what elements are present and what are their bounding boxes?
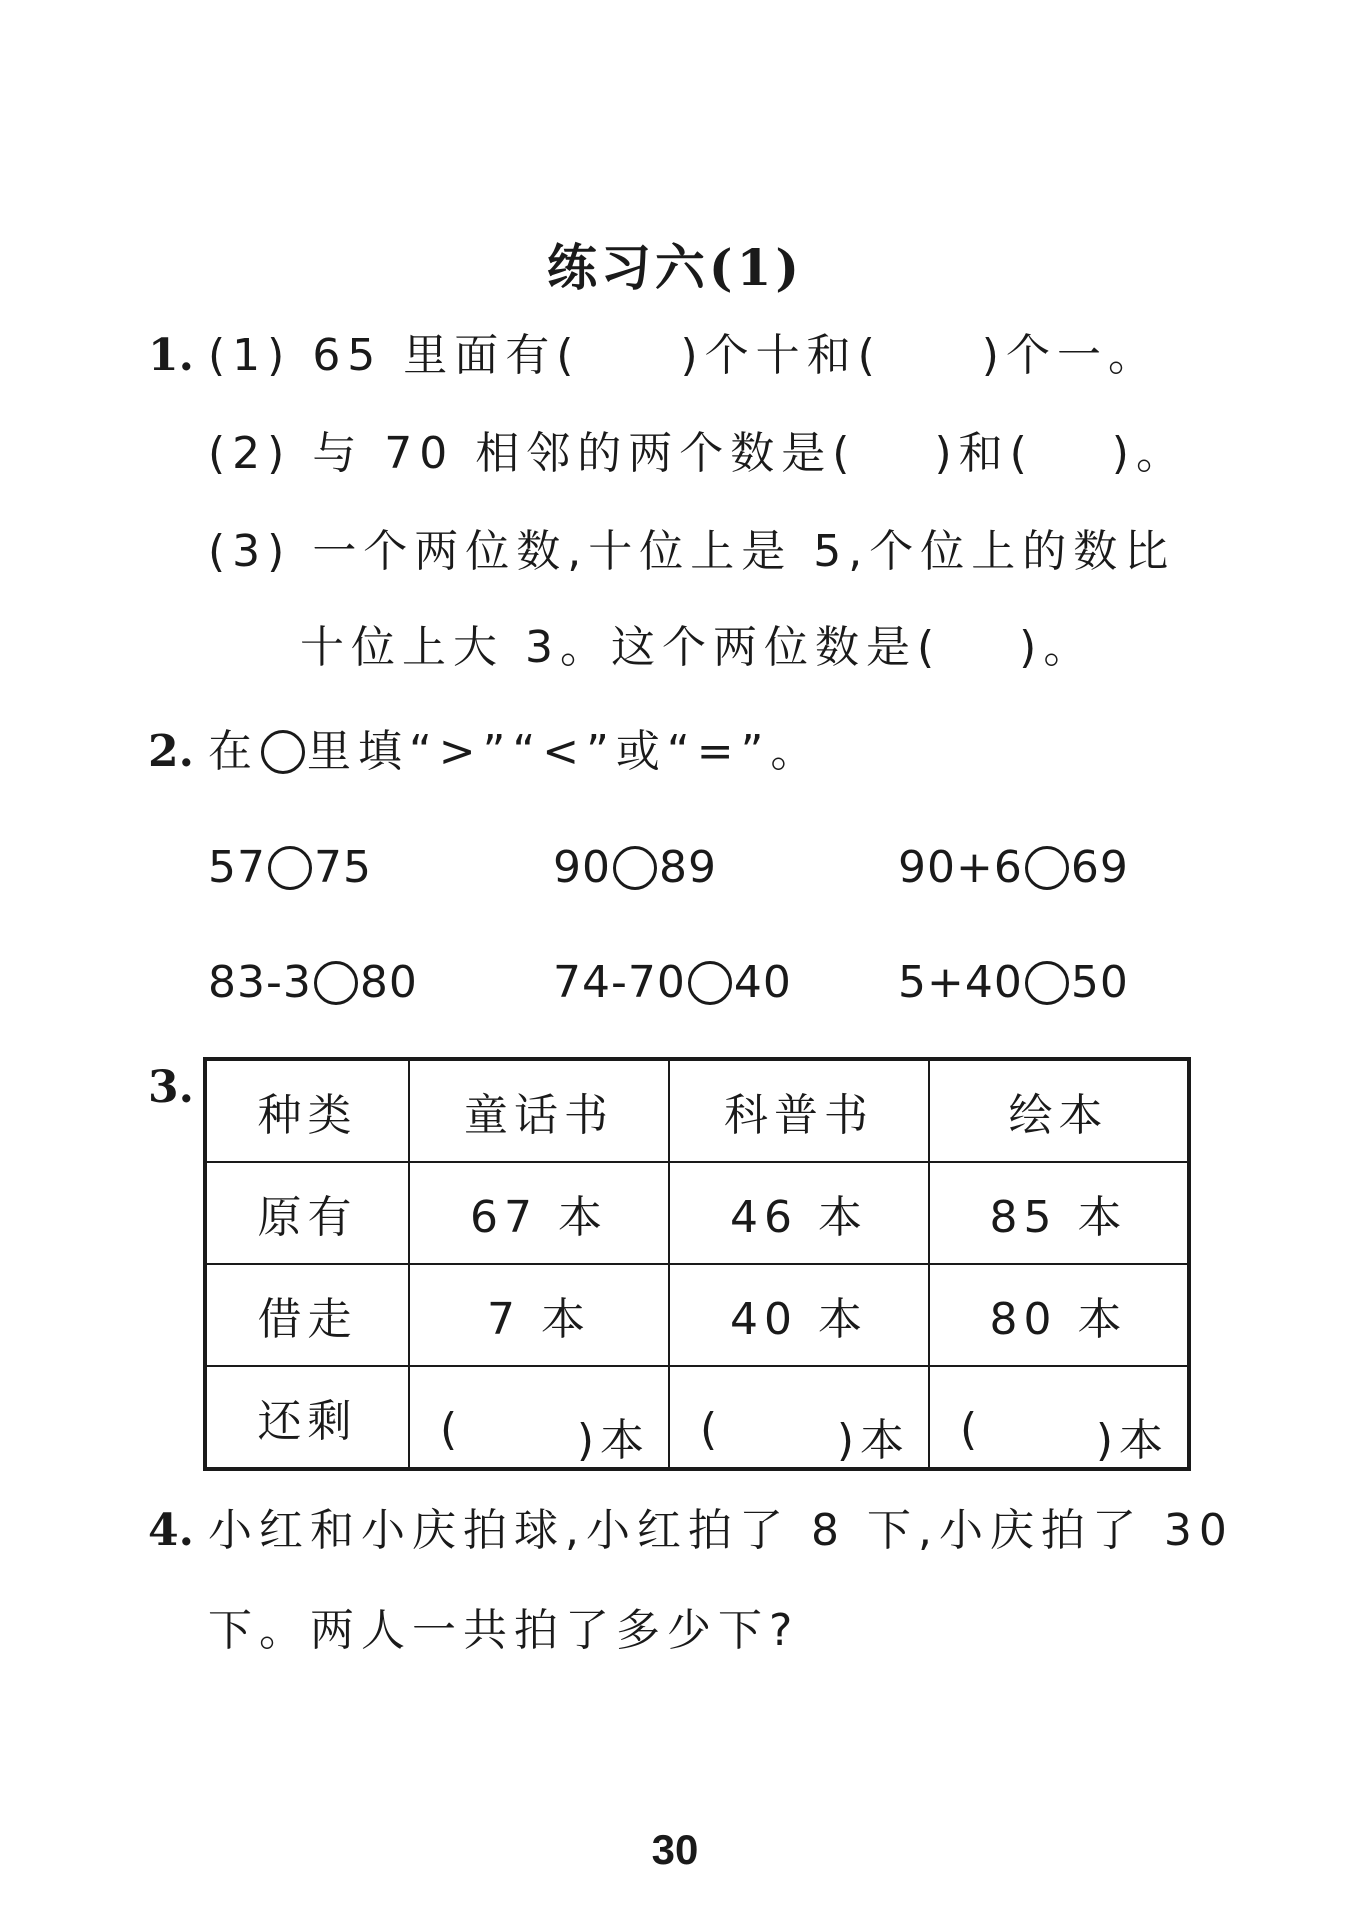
comparison-right: 50	[1070, 957, 1129, 1008]
comparison-circle[interactable]	[688, 961, 732, 1005]
table-cell: 80 本	[929, 1264, 1189, 1366]
table-cell: 46 本	[669, 1162, 929, 1264]
comparison-right: 40	[733, 957, 792, 1008]
comparison-circle[interactable]	[268, 846, 312, 890]
page-number: 30	[651, 1826, 699, 1873]
right-paren-unit: )本	[576, 1414, 650, 1466]
comparison-circle[interactable]	[1025, 961, 1069, 1005]
q1-p1-text-c: )个一。	[981, 330, 1159, 381]
right-paren-unit: )本	[836, 1414, 910, 1466]
q1-p2-text-a: (2) 与 70 相邻的两个数是(	[208, 428, 857, 479]
row-label: 原有	[205, 1162, 409, 1264]
answer-cell[interactable]	[669, 1366, 929, 1469]
comparison-right: 80	[359, 957, 418, 1008]
page-title: 练习六(1)	[546, 238, 804, 297]
comparison-item	[553, 955, 792, 1011]
table-row	[205, 1264, 1189, 1366]
question-1-number: 1.	[148, 330, 194, 381]
comparison-circle[interactable]	[1025, 846, 1069, 890]
q2-instr-a: 在	[208, 726, 259, 777]
q1-p1-text-b: )个十和(	[680, 330, 882, 381]
comparison-item	[208, 955, 418, 1011]
q2-instr-b: 里填“>”“<”或“=”。	[307, 726, 822, 777]
comparison-left: 57	[208, 842, 266, 893]
table-row	[205, 1162, 1189, 1264]
left-paren: (	[960, 1403, 984, 1455]
q1-p1-text-a: (1) 65 里面有(	[208, 330, 581, 381]
comparison-right: 89	[659, 842, 717, 893]
q1-p3-text-b: )。	[1019, 622, 1095, 673]
comparison-left: 5+40	[898, 957, 1023, 1008]
comparison-item	[208, 840, 372, 896]
question-1-part-1	[208, 328, 1159, 384]
table-cell: 85 本	[929, 1162, 1189, 1264]
row-label: 借走	[205, 1264, 409, 1366]
comparison-item	[553, 840, 717, 896]
question-4-line-2: 下。两人一共拍了多少下?	[208, 1605, 800, 1656]
answer-cell[interactable]	[409, 1366, 669, 1469]
circle-symbol-icon	[261, 730, 305, 774]
books-table	[203, 1057, 1191, 1471]
answer-cell[interactable]	[929, 1366, 1189, 1469]
comparison-right: 69	[1070, 842, 1129, 893]
comparison-left: 74-70	[553, 957, 686, 1008]
table-cell: 40 本	[669, 1264, 929, 1366]
right-paren-unit: )本	[1095, 1414, 1169, 1466]
comparison-right: 75	[314, 842, 372, 893]
question-2-instruction	[208, 724, 821, 780]
comparison-left: 83-3	[208, 957, 312, 1008]
question-2-number: 2.	[148, 726, 194, 777]
question-4-line-1: 小红和小庆拍球,小红拍了 8 下,小庆拍了 30	[208, 1505, 1234, 1556]
comparison-left: 90	[553, 842, 611, 893]
table-cell: 67 本	[409, 1162, 669, 1264]
header-cell: 绘本	[929, 1059, 1189, 1162]
row-label: 还剩	[205, 1366, 409, 1469]
comparison-item	[898, 955, 1129, 1011]
q1-p2-text-b: )和(	[934, 428, 1034, 479]
left-paren: (	[700, 1403, 724, 1455]
comparison-item	[898, 840, 1129, 896]
q1-p3-text-a: 十位上大 3。这个两位数是(	[300, 622, 942, 673]
left-paren: (	[440, 1403, 464, 1455]
question-4-number: 4.	[148, 1505, 194, 1556]
header-cell: 种类	[205, 1059, 409, 1162]
question-1-part-2	[208, 426, 1187, 482]
table-cell: 7 本	[409, 1264, 669, 1366]
q1-p2-text-c: )。	[1111, 428, 1187, 479]
question-1-part-3-line-2	[300, 620, 1094, 676]
header-cell: 童话书	[409, 1059, 669, 1162]
comparison-circle[interactable]	[613, 846, 657, 890]
comparison-left: 90+6	[898, 842, 1023, 893]
table-header-row	[205, 1059, 1189, 1162]
question-1-part-3-line-1: (3) 一个两位数,十位上是 5,个位上的数比	[208, 526, 1176, 577]
comparison-circle[interactable]	[314, 961, 358, 1005]
table-row-remaining	[205, 1366, 1189, 1469]
header-cell: 科普书	[669, 1059, 929, 1162]
question-3-number: 3.	[148, 1062, 194, 1113]
